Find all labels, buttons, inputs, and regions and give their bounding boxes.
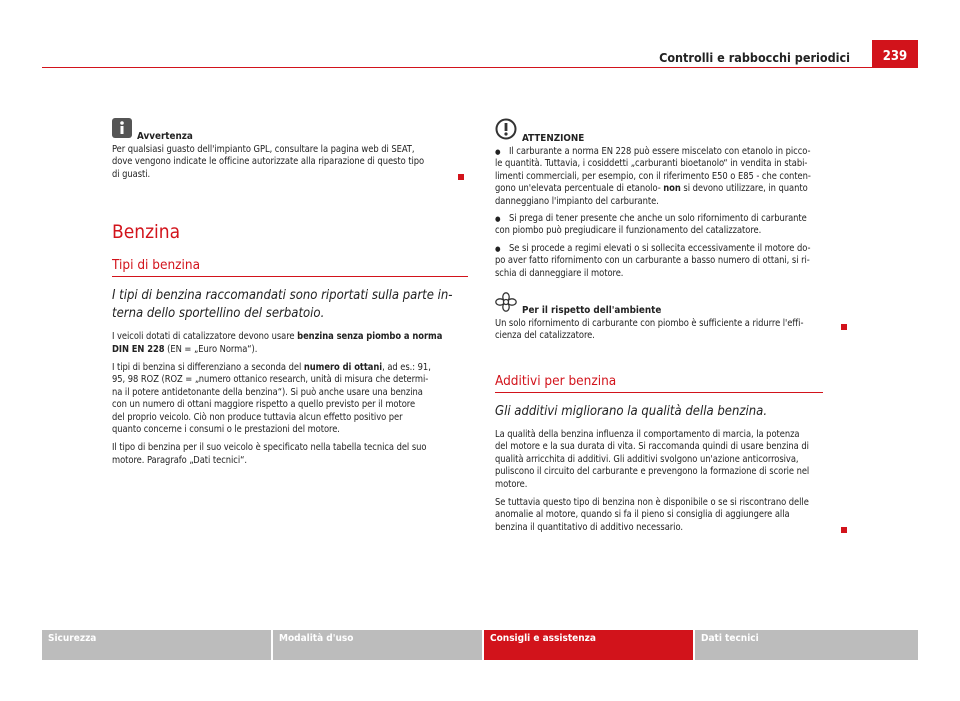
text: si devono utilizzare, in quanto xyxy=(680,183,808,195)
warning-title: ATTENZIONE xyxy=(522,133,585,144)
note-line: di guasti. xyxy=(112,168,151,180)
text-line: La qualità della benzina influenza il comportamento di marcia, la potenza xyxy=(495,428,800,440)
warning-box xyxy=(495,118,851,280)
text-line: 95, 98 ROZ (ROZ = „numero ottanico research, unità di misura che determi- xyxy=(112,374,429,386)
text: (EN = „Euro Norma“). xyxy=(164,343,258,355)
text-line: con piombo può pregiudicare il funzionamento del catalizzatore. xyxy=(495,225,762,237)
text-line: qualità arricchita di additivi. Gli additivi svolgono un'azione anticorrosiva, xyxy=(495,453,799,465)
running-header-title: Controlli e rabbocchi periodici xyxy=(659,50,850,65)
section-end-marker xyxy=(841,527,847,533)
text-line: Se tuttavia questo tipo di benzina non è disponibile o se si riscontrano delle xyxy=(495,496,809,508)
paragraph xyxy=(495,429,851,491)
lead-line: I tipi di benzina raccomandati sono riportati sulla parte in- xyxy=(112,288,453,304)
right-column xyxy=(495,118,851,534)
text-line: quanto concerne i consumi o le prestazioni del motore. xyxy=(112,424,340,436)
tab-modalita-duso[interactable]: Modalità d'uso xyxy=(273,630,482,660)
header-divider xyxy=(42,67,918,68)
text-line: Un solo rifornimento di carburante con piombo è sufficiente a ridurre l'effi- xyxy=(495,318,804,330)
text: , ad es.: 91, xyxy=(382,362,431,374)
warning-icon xyxy=(495,118,517,144)
bold-text: DIN EN 228 xyxy=(112,343,165,355)
text: I veicoli dotati di catalizzatore devono usare xyxy=(112,331,298,343)
text-line: le quantità. Tuttavia, i cosiddetti „carburanti bioetanolo“ in vendita in stabi- xyxy=(495,158,808,170)
left-column xyxy=(112,118,468,467)
note-box xyxy=(112,118,468,181)
environment-title: Per il rispetto dell'ambiente xyxy=(522,305,662,317)
text-line: ● Il carburante a norma EN 228 può essere miscelato con etanolo in picco- xyxy=(509,146,811,157)
page-number: 239 xyxy=(872,40,918,68)
text-line: ● Se si procede a regimi elevati o si sollecita eccessivamente il motore do- xyxy=(509,242,811,254)
text-line: anomalie al motore, quando si fa il pieno si consiglia di aggiungere alla xyxy=(495,509,790,521)
info-note-icon xyxy=(112,118,132,142)
text-line: puliscono il circuito del carburante e prevengono la formazione di scorie nel xyxy=(495,466,810,478)
section-title: Benzina xyxy=(112,221,181,244)
paragraph xyxy=(495,497,851,534)
bold-text: non xyxy=(663,183,681,195)
text-line: limenti commerciali, per esempio, con il riferimento E50 o E85 - che conten- xyxy=(495,170,811,182)
bold-text: benzina senza piombo a norma xyxy=(297,331,443,343)
note-line: dove vengono indicate le officine autorizzate alla riparazione di questo tipo xyxy=(112,156,425,168)
note-line: Per qualsiasi guasto dell'impianto GPL, consultare la pagina web di SEAT, xyxy=(112,144,415,155)
text-line: schia di danneggiare il motore. xyxy=(495,267,624,279)
subsection-title: Additivi per benzina xyxy=(495,372,617,389)
text-line: del motore e la sua durata di vita. Si raccomanda quindi di usare benzina di xyxy=(495,441,809,453)
environment-flower-icon xyxy=(495,292,517,316)
tab-dati-tecnici[interactable]: Dati tecnici xyxy=(695,630,918,660)
environment-box xyxy=(495,292,851,343)
paragraph xyxy=(112,442,468,467)
text-line: cienza del catalizzatore. xyxy=(495,330,595,342)
lead-line: Gli additivi migliorano la qualità della benzina. xyxy=(495,403,768,419)
text-line: del proprio veicolo. Ciò non produce tuttavia alcun effetto positivo per xyxy=(112,411,403,423)
subsection-title: Tipi di benzina xyxy=(112,257,201,274)
section-end-marker xyxy=(458,174,464,180)
text-line: danneggiano l'impianto del carburante. xyxy=(495,195,659,207)
text-line: po aver fatto rifornimento con un carburante a basso numero di ottani, si ri- xyxy=(495,255,810,267)
bold-text: numero di ottani xyxy=(303,362,383,374)
text-line: Il tipo di benzina per il suo veicolo è specificato nella tabella tecnica del suo xyxy=(112,442,427,454)
subsection-divider xyxy=(112,276,468,277)
text: I tipi di benzina si differenziano a seconda del xyxy=(112,362,304,374)
note-title: Avvertenza xyxy=(137,131,193,142)
tab-consigli-e-assistenza[interactable]: Consigli e assistenza xyxy=(484,630,693,660)
paragraph xyxy=(112,362,468,436)
paragraph xyxy=(112,331,468,356)
text: gono un'elevata percentuale di etanolo- xyxy=(495,183,664,195)
text-line: ● Si prega di tener presente che anche un solo rifornimento di carburante xyxy=(509,213,807,225)
tab-sicurezza[interactable]: Sicurezza xyxy=(42,630,271,660)
text-line: motore. xyxy=(495,478,528,490)
warning-bullet xyxy=(495,146,851,158)
lead-line: terna dello sportellino del serbatoio. xyxy=(112,306,325,322)
subsection-divider xyxy=(495,392,823,393)
text-line: con un numero di ottani maggiore rispetto a quello previsto per il motore xyxy=(112,399,416,411)
text-line: motore. Paragrafo „Dati tecnici“. xyxy=(112,454,247,466)
warning-bullet xyxy=(495,243,851,255)
text-line: na il potere antidetonante della benzina“). Si può anche usare una benzina xyxy=(112,386,423,398)
warning-bullet xyxy=(495,213,851,225)
section-end-marker xyxy=(841,324,847,330)
text-line: benzina il quantitativo di additivo necessario. xyxy=(495,521,683,533)
chapter-tabs xyxy=(42,630,918,660)
